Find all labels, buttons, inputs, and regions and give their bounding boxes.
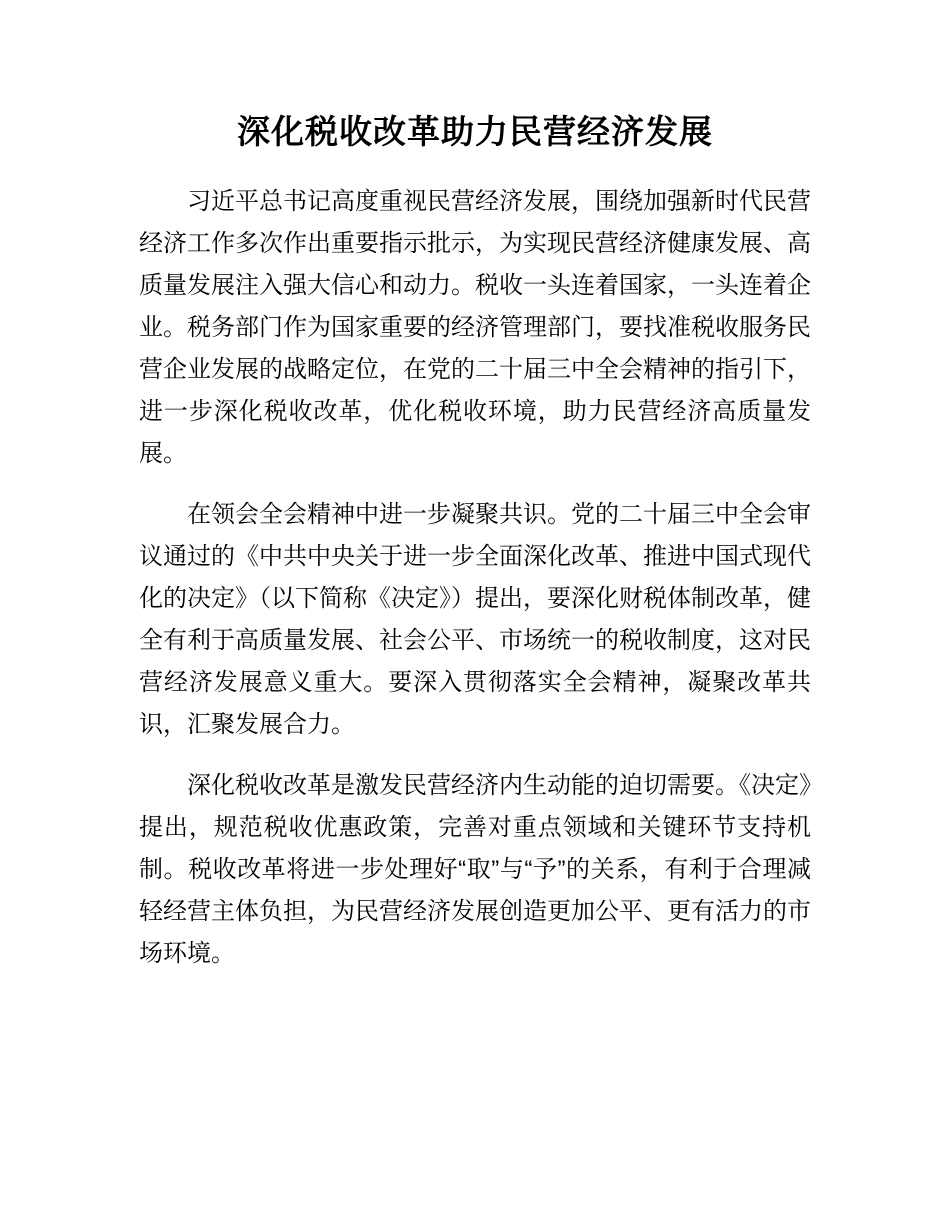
paragraph-3: 深化税收改革是激发民营经济内生动能的迫切需要。《决定》提出，规范税收优惠政策，完善对重点领域和关键环节支持机制。税收改革将进一步处理好“取”与“予”的关系，有利于合理减轻经营主体负担，为民营经济发展创造更加公平、更有活力的市场环境。 bbox=[139, 772, 811, 967]
document-title: 深化税收改革助力民营经济发展 bbox=[237, 113, 713, 150]
paragraph-1: 习近平总书记高度重视民营经济发展，围绕加强新时代民营经济工作多次作出重要指示批示，为实现民营经济健康发展、高质量发展注入强大信心和动力。税收一头连着国家，一头连着企业。税务部门作为国家重要的经济管理部门，要找准税收服务民营企业发展的战略定位，在党的二十届三中全会精神的指引下，进一步深化税收改革，优化税收环境，助力民营经济高质量发展。 bbox=[139, 188, 811, 467]
paragraph-2: 在领会全会精神中进一步凝聚共识。党的二十届三中全会审议通过的《中共中央关于进一步全面深化改革、推进中国式现代化的决定》（以下简称《决定》）提出，要深化财税体制改革，健全有利于高质量发展、社会公平、市场统一的税收制度，这对民营经济发展意义重大。要深入贯彻落实全会精神，凝聚改革共识，汇聚发展合力。 bbox=[139, 501, 811, 738]
